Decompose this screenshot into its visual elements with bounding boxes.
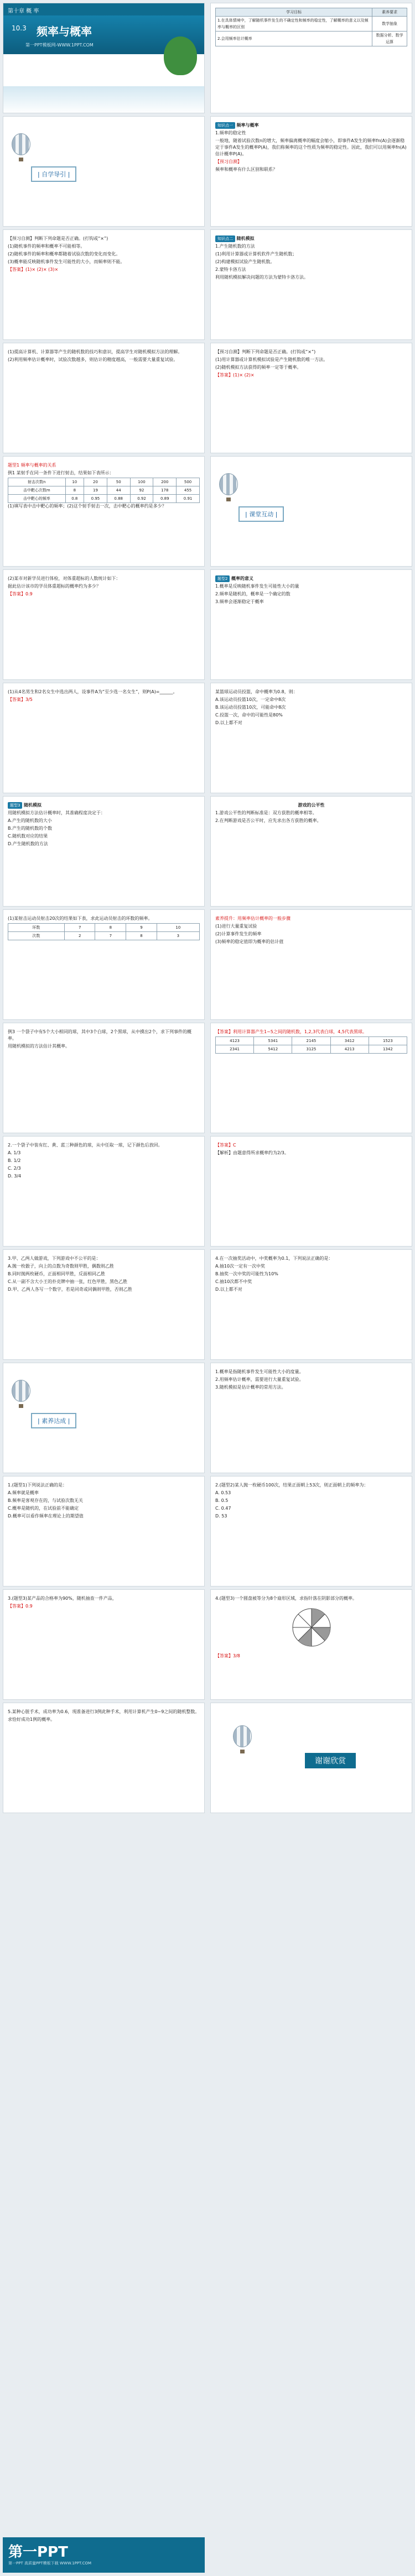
selftest1-head: 【预习自测】判断下列命题是否正确。(打钩或“×”) (8, 236, 108, 241)
slide-classroom[interactable] (210, 456, 412, 567)
slide-example1b[interactable] (3, 569, 205, 680)
cover-section: 10.3 (12, 24, 27, 32)
type3-optC[interactable]: C.随机数对应的结果 (8, 834, 48, 839)
slide-self-test1[interactable] (3, 229, 205, 340)
slide-notes[interactable] (3, 343, 205, 453)
ex3-cell: 3 (157, 932, 199, 940)
quiz2-optA[interactable]: A. 0.53 (215, 1490, 231, 1495)
random-cell: 1523 (369, 1037, 407, 1045)
knowledge2-title: 随机模拟 (236, 236, 255, 241)
random-cell: 1342 (369, 1045, 407, 1054)
practice3-optB[interactable]: B.同时抛两枚硬币，正面相同甲胜，反面相同乙胜 (8, 1271, 106, 1276)
practice3-p: 3.甲、乙两人做游戏，下列游戏中不公平的是： (8, 1256, 101, 1261)
random-cell: 5341 (254, 1037, 292, 1045)
random-cell: 3125 (292, 1045, 330, 1054)
balloon-icon (233, 1725, 252, 1747)
ex1-cell: 0.91 (177, 495, 200, 503)
type3-title: 随机模拟 (24, 803, 42, 808)
ex2b-optC[interactable]: C.投篮一次，命中的可能性是80% (215, 713, 283, 718)
quiz1-optB[interactable]: B.频率是客观存在的，与试验次数无关 (8, 1498, 84, 1503)
practice2-optC[interactable]: C. 2/3 (8, 1166, 21, 1171)
slide-quiz4[interactable] (210, 1589, 412, 1700)
ex1-cell: 19 (84, 486, 107, 495)
slide-quiz3[interactable] (3, 1589, 205, 1700)
ex1-cell: 200 (153, 478, 177, 486)
ex3-cell: 8 (126, 932, 157, 940)
knowledge1-q: 【预习自测】 (215, 159, 242, 164)
basket-icon (226, 498, 231, 501)
type2-item2: 2.频率是随机的，概率是一个确定的数 (215, 591, 290, 596)
ex1-cell: 击中靶心次数m (8, 486, 66, 495)
type2-item3: 3.频率会逐渐稳定于概率 (215, 599, 264, 604)
selftest2-answer: 【答案】(1)× (2)× (215, 373, 255, 378)
ex3-p: (1)某射击运动员射击20次的结果如下表，求此运动员射击的环数的频率。 (8, 916, 153, 921)
type3-optA[interactable]: A.产生的随机数的大小 (8, 818, 52, 823)
ex4-q: 用随机模拟的方法估计其概率。 (8, 1044, 70, 1049)
type3-optD[interactable]: D.产生随机数的方法 (8, 841, 48, 846)
ex1-cell: 44 (107, 486, 130, 495)
cover-topbar (3, 3, 204, 15)
slide-quiz2[interactable] (210, 1476, 412, 1587)
ex1b-q: 据此估计该市的学员体重超标的概率约为多少？ (8, 584, 101, 589)
practice2-answer: 【答案】C (215, 1143, 236, 1148)
ex3-cell: 2 (64, 932, 95, 940)
practice3-optA[interactable]: A.抛一枚骰子，向上的点数为奇数则甲胜，偶数则乙胜 (8, 1264, 114, 1269)
practice2-p: 2.一个袋子中装有红、黄、蓝三种颜色的球，从中任取一球，记下颜色后放回。 (8, 1143, 163, 1148)
ex1-table (8, 478, 200, 503)
slide-ex4-answer[interactable] (210, 1023, 412, 1133)
slide-type3[interactable] (3, 796, 205, 907)
balloon-icon (12, 133, 30, 155)
ex1b-answer: 【答案】0.9 (8, 591, 33, 596)
quiz1-p: 1.(题型1)下列说法正确的是： (8, 1483, 67, 1488)
ex1-row-head (8, 478, 200, 486)
quiz1-optA[interactable]: A.频率就是概率 (8, 1490, 39, 1495)
practice3-optD[interactable]: D.甲、乙两人各写一个数字，若是同奇或同偶则甲胜，否则乙胜 (8, 1287, 132, 1292)
ex3-row-head (8, 924, 200, 932)
slide-quiz1[interactable] (3, 1476, 205, 1587)
slide-thanks[interactable] (210, 1703, 412, 1813)
knowledge1-p1: 1.频率的稳定性 (215, 130, 246, 135)
practice4-p: 4.在一次抽奖活动中，中奖概率为0.1，下列说法正确的是： (215, 1256, 333, 1261)
banner-classroom: | 课堂互动 | (238, 506, 284, 522)
ex2b-optB[interactable]: B.该运动员投篮10次，可能命中8次 (215, 705, 286, 710)
quiz2-p: 2.(题型2)某人抛一枚硬币100次，结果正面朝上53次，则正面朝上的频率为： (215, 1483, 369, 1488)
ex1-row-hit (8, 486, 200, 495)
ex3-cell: 8 (95, 924, 126, 932)
slide-summary[interactable] (210, 1363, 412, 1473)
ex3-cell: 7 (95, 932, 126, 940)
ex1-stem: 例1 某射手在同一条件下进行射击，结果如下表所示： (8, 470, 114, 475)
slide-practice2-answer[interactable] (210, 1136, 412, 1247)
ex1-cell: 射击次数n (8, 478, 66, 486)
summary-p2: 2.用频率估计概率，需要进行大量重复试验。 (215, 1377, 304, 1382)
quiz3-p: 3.(题型3)某产品的合格率为90%，随机抽查一件产品， (8, 1596, 117, 1601)
practice2-optA[interactable]: A. 1/3 (8, 1150, 21, 1155)
ex2b-optA[interactable]: A.该运动员投篮10次，一定命中8次 (215, 697, 286, 702)
practice4-optD[interactable]: D.以上都不对 (215, 1287, 242, 1292)
selftest2-item2: (2)随机模拟方法获得的频率一定等于概率。 (215, 365, 302, 370)
practice2-optB[interactable]: B. 1/2 (8, 1158, 21, 1163)
cover-title: 频率与概率 (37, 25, 92, 38)
slide-practice4[interactable] (210, 1249, 412, 1360)
slide-ex2b[interactable] (210, 683, 412, 793)
selftest1-answer: 【答案】(1)× (2)× (3)× (8, 267, 59, 272)
summary-p1: 1.概率是指随机事件发生可能性大小的度量。 (215, 1369, 304, 1374)
knowledge2-item1: 1.产生随机数的方法 (215, 244, 255, 249)
quiz2-optC[interactable]: C. 0.47 (215, 1506, 231, 1511)
random-row (216, 1045, 407, 1054)
ex3-cell: 环数 (8, 924, 65, 932)
ex3-table (8, 923, 200, 940)
selftest1-item2: (2)随机事件的频率和概率都随着试验次数的变化而变化。 (8, 252, 121, 256)
ex4-p: 例3 一个袋子中有5个大小相同的球，其中3个白球，2个黑球，从中摸出2个，求下列事件的概率。 (8, 1029, 191, 1041)
slide-knowledge2[interactable] (210, 229, 412, 340)
ex1-row-rate (8, 495, 200, 503)
ex3-cell: 7 (64, 924, 95, 932)
fairness-p2: 2.在判断游戏是否公平时，应先求出各方获胜的概率。 (215, 818, 321, 823)
random-cell: 5412 (254, 1045, 292, 1054)
ex3-cell: 9 (126, 924, 157, 932)
basket-icon (19, 1404, 23, 1408)
ex1-cell: 8 (65, 486, 84, 495)
slide-objectives[interactable] (210, 3, 412, 113)
objectives-head-goal: 学习目标 (216, 8, 372, 17)
quiz5-q: 求恰好成功1例的概率。 (8, 1717, 55, 1722)
type2-item1: 1.概率是反映随机事件发生可能性大小的量 (215, 584, 299, 589)
ex1-cell: 0.8 (65, 495, 84, 503)
ex1-type: 题型1 频率与概率的关系 (8, 463, 56, 468)
ex1-cell: 100 (130, 478, 153, 486)
literacy-item2: (2)计算事件发生的频率 (215, 931, 262, 936)
slide-type2[interactable] (210, 569, 412, 680)
literacy-item3: (3)频率的稳定值即为概率的估计值 (215, 939, 284, 944)
cover-chapter: 第十章 概 率 (8, 8, 39, 14)
notes-p1: (1)提高计算机、计算器等产生的随机数的技巧和意识，提高学生对随机模拟方法的理解。 (8, 349, 183, 354)
random-cell: 4123 (216, 1037, 254, 1045)
ex1-cell: 击中靶心的频率 (8, 495, 66, 503)
knowledge1-p2: 一般地，随着试验次数n的增大，频率偏离概率的幅度会缩小，即事件A发生的频率fn(A)会逐渐稳定于事件A发生的概率P(A)，我们称频率的这个性质为频率的稳定性。因此，我们可以用频率fn(A)估计概率P(A)。 (215, 138, 407, 156)
slide-knowledge1[interactable] (210, 116, 412, 227)
selftest2-head: 【预习自测】判断下列命题是否正确。(打钩或“×”) (215, 349, 316, 354)
slide-quiz5[interactable] (3, 1703, 205, 1813)
ex2-answer: 【答案】3/5 (8, 697, 33, 702)
slide-practice2[interactable] (3, 1136, 205, 1247)
knowledge2-item2: (1)利用计算器或计算机软件产生随机数； (215, 252, 297, 256)
random-cell: 4213 (330, 1045, 369, 1054)
objective-1: 1.在具体情境中，了解随机事件发生的不确定性和频率的稳定性，了解概率的意义以及频率与概率的区别 (216, 17, 372, 32)
notes-p2: (2)利用频率估计概率时，试验次数越多，则估计的精度越高，一般需要大量重复试验。 (8, 357, 178, 362)
slide-literacy[interactable] (210, 909, 412, 1020)
slide-self-test2[interactable] (210, 343, 412, 453)
practice4-optB[interactable]: B.抽奖一次中奖的可能性为10% (215, 1271, 278, 1276)
selftest1-item3: (3)概率能反映随机事件发生可能性的大小，而频率则不能。 (8, 259, 125, 264)
literacy-2: 数据分析、数学运算 (372, 32, 407, 46)
slide-fairness[interactable] (210, 796, 412, 907)
ex1-cell: 92 (130, 486, 153, 495)
slide-ex4[interactable] (3, 1023, 205, 1133)
random-cell: 2145 (292, 1037, 330, 1045)
quiz2-optD[interactable]: D. 53 (215, 1514, 227, 1519)
ex2b-optD[interactable]: D.以上都不对 (215, 720, 242, 725)
ex1b-p: (2)某市对新学员进行体检，对体重超标的人数统计如下： (8, 576, 121, 581)
type3-optB[interactable]: B.产生的随机数的个数 (8, 826, 53, 831)
ex2b-p: 某篮球运动员投篮，命中概率为0.8，则： (215, 689, 298, 694)
slide-ex3[interactable] (3, 909, 205, 1020)
literacy-head: 素养提升：用频率估计概率的一般步骤 (215, 916, 290, 921)
fairness-title: 游戏的公平性 (298, 803, 325, 808)
practice2-optD[interactable]: D. 3/4 (8, 1174, 22, 1179)
type2-title: 概率的意义 (231, 576, 254, 581)
tag-type3: 题型3 (8, 802, 22, 809)
tag-knowledge2: 知识点二 (215, 235, 235, 242)
ex3-cell: 次数 (8, 932, 65, 940)
slide-self-study[interactable] (3, 116, 205, 227)
slide-ex2[interactable] (3, 683, 205, 793)
cover-site: 第一PPT模板网-WWW.1PPT.COM (25, 43, 94, 48)
objectives-head-literacy: 素养要求 (372, 8, 407, 17)
practice4-optC[interactable]: C.抽10次都不中奖 (215, 1279, 252, 1284)
selftest2-item1: (1)用计算器或计算机模拟试验是产生随机数的唯一方法。 (215, 357, 328, 362)
slide-cover[interactable] (3, 3, 205, 113)
quiz1-optD[interactable]: D.概率可以看作频率在理论上的期望值 (8, 1514, 84, 1519)
ex3-row-cnt (8, 932, 200, 940)
ex1-cell: 50 (107, 478, 130, 486)
practice3-optC[interactable]: C.从一副不含大小王的扑克牌中抽一张，红色甲胜，黑色乙胜 (8, 1279, 128, 1284)
ex1-cell: 0.95 (84, 495, 107, 503)
ex1-cell: 500 (177, 478, 200, 486)
knowledge2-item5: 利用随机模拟解决问题的方法为蒙特卡洛方法。 (215, 275, 308, 280)
quiz2-optB[interactable]: B. 0.5 (215, 1498, 229, 1503)
ex3-cell: 10 (157, 924, 199, 932)
random-cell: 2341 (216, 1045, 254, 1054)
random-cell: 3412 (330, 1037, 369, 1045)
balloon-icon (219, 473, 238, 495)
cover-ground (3, 86, 204, 113)
quiz4-p: 4.(题型3)一个圆盘被等分为8个扇形区域，求指针落在阴影部分的概率。 (215, 1596, 357, 1601)
footer-logo-panel (3, 2537, 205, 2573)
ex1-question: (1)填写表中击中靶心的频率；(2)这个射手射击一次，击中靶心的概率约是多少？ (8, 504, 167, 509)
ex1-cell: 0.89 (153, 495, 177, 503)
footer-logo: 第一PPT (8, 2544, 68, 2561)
type3-p: 用随机模拟方法估计概率时，其准确程度决定于： (8, 810, 105, 815)
quiz1-optC[interactable]: C.概率是随机的，在试验前不能确定 (8, 1506, 79, 1511)
tag-knowledge1: 知识点一 (215, 122, 235, 129)
knowledge1-title: 频率与概率 (236, 123, 259, 128)
tag-type2: 题型2 (215, 575, 230, 582)
quiz4-answer: 【答案】3/8 (215, 1653, 240, 1658)
banner-self-study: | 自学导引 | (31, 166, 76, 182)
ex1-cell: 20 (84, 478, 107, 486)
footer-info: 第一PPT 高质量PPT模板下载 WWW.1PPT.COM (8, 2561, 92, 2565)
practice2-analysis: 【解析】由题意得所求概率约为2/3。 (215, 1150, 289, 1155)
ex1-cell: 0.92 (130, 495, 153, 503)
spinner-disc-icon (289, 1605, 334, 1650)
random-number-table (215, 1036, 407, 1054)
balloon-icon (12, 1380, 30, 1402)
tree-icon (164, 36, 197, 75)
knowledge2-item4: 2.蒙特卡洛方法 (215, 267, 246, 272)
random-row (216, 1037, 407, 1045)
basket-icon (19, 158, 23, 161)
practice4-optA[interactable]: A.抽10次一定有一次中奖 (215, 1264, 266, 1269)
literacy-item1: (1)进行大量重复试验 (215, 924, 257, 929)
quiz3-answer: 【答案】0.9 (8, 1604, 33, 1609)
knowledge1-q1: 频率和概率有什么区别和联系？ (215, 167, 277, 172)
ex4-answer: 【答案】利用计算器产生1~5之间的随机数，1,2,3代表白球，4,5代表黑球。 (215, 1029, 367, 1034)
slide-practice3[interactable] (3, 1249, 205, 1360)
thanks-badge: 谢谢欣赏 (305, 1753, 356, 1768)
ex1-cell: 10 (65, 478, 84, 486)
objective-2: 2.会用频率估计概率 (216, 32, 372, 46)
banner-literacy: | 素养达成 | (31, 1413, 76, 1428)
ex1-cell: 455 (177, 486, 200, 495)
knowledge2-item3: (2)构建模拟试验产生随机数。 (215, 259, 275, 264)
basket-icon (240, 1750, 245, 1753)
quiz5-p: 5.某种心脏手术，成功率为0.6，现准备进行3例此种手术，利用计算机产生0~9之间的随机整数。 (8, 1709, 200, 1714)
ex1-cell: 178 (153, 486, 177, 495)
literacy-1: 数学抽象 (372, 17, 407, 32)
fairness-p1: 1.游戏公平性的判断标准是：双方获胜的概率相等。 (215, 810, 317, 815)
ex2-p: (1)从4名男生和2名女生中选出两人，设事件A为“至少选一名女生”，则P(A)=______。 (8, 689, 178, 694)
selftest1-item1: (1)随机事件的频率和概率不可能相等。 (8, 244, 85, 249)
slide-literacy-banner[interactable] (3, 1363, 205, 1473)
slide-example1[interactable] (3, 456, 205, 567)
summary-p3: 3.随机模拟是估计概率的常用方法。 (215, 1385, 286, 1390)
objectives-table (215, 8, 407, 46)
ex1-cell: 0.88 (107, 495, 130, 503)
